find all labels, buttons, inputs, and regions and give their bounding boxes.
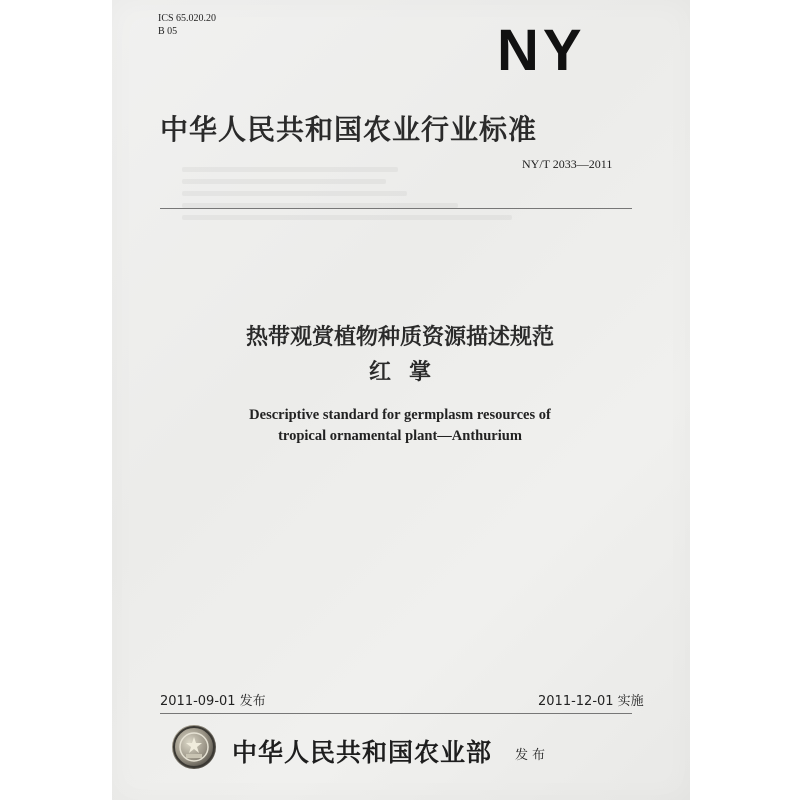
publish-label: 发布 bbox=[515, 748, 550, 763]
footer-divider bbox=[160, 713, 632, 714]
english-title-line-2: tropical ornamental plant—Anthurium bbox=[278, 428, 522, 444]
chinese-title: 热带观赏植物种质资源描述规范 bbox=[245, 325, 554, 350]
header-divider bbox=[160, 208, 632, 209]
standard-number: NY/T 2033—2011 bbox=[522, 157, 613, 171]
english-title-line-1: Descriptive standard for germplasm resources of bbox=[249, 407, 551, 423]
chinese-subtitle: 红掌 bbox=[368, 360, 449, 385]
issuing-authority: 中华人民共和国农业部 bbox=[232, 738, 493, 767]
category-code: B 05 bbox=[158, 26, 178, 37]
national-emblem-seal-icon bbox=[172, 725, 216, 769]
issue-date: 2011-09-01 发布 bbox=[160, 694, 266, 709]
implementation-date: 2011-12-01 实施 bbox=[538, 694, 644, 709]
show-through-text bbox=[182, 160, 482, 227]
ny-logo: NY bbox=[497, 18, 586, 83]
ics-code: ICS 65.020.20 bbox=[158, 13, 217, 24]
classification-codes bbox=[158, 12, 216, 38]
standard-title: 中华人民共和国农业行业标准 bbox=[160, 113, 538, 146]
english-title bbox=[170, 405, 630, 447]
